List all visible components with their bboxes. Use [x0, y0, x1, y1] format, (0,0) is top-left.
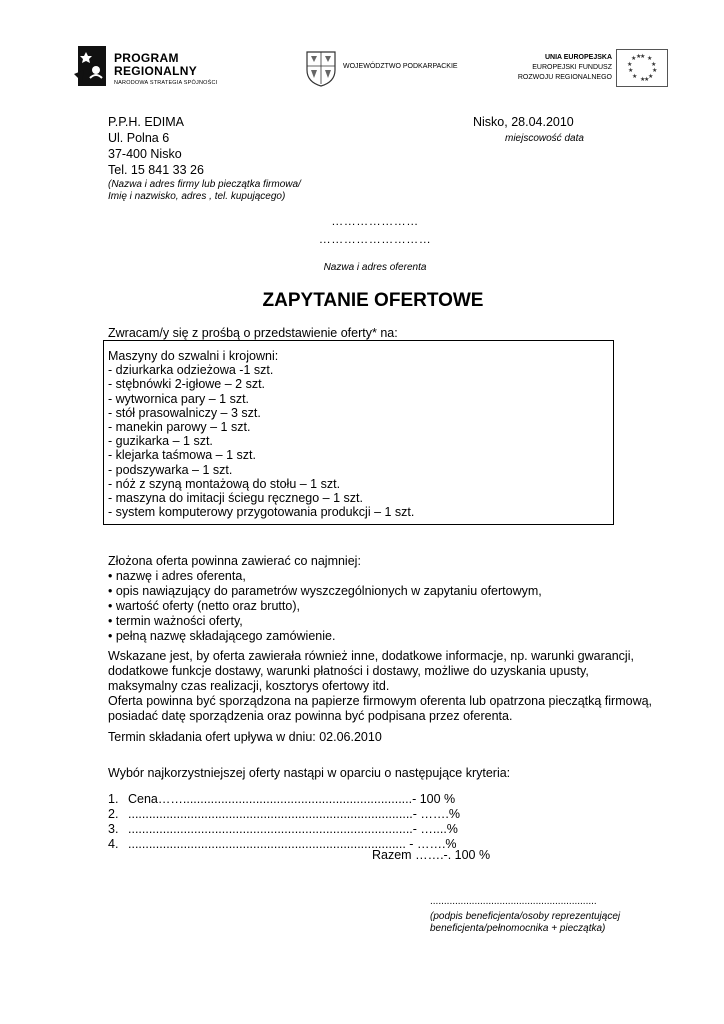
program-logo-icon — [72, 44, 108, 88]
sender-note: Imię i nazwisko, adres , tel. kupującego) — [108, 191, 286, 202]
sender-line: P.P.H. EDIMA — [108, 115, 184, 129]
offerer-caption: Nazwa i adres oferenta — [323, 262, 427, 273]
region-label: WOJEWÓDZTWO PODKARPACKIE — [343, 63, 458, 70]
machine-item: - klejarka taśmowa – 1 szt. — [108, 448, 256, 463]
deadline-text: Termin składania ofert upływa w dniu: 02.06.2010 — [108, 730, 382, 744]
offerer-block — [300, 212, 450, 274]
requirements-section — [108, 554, 542, 643]
region-logo — [305, 48, 475, 88]
recommended-section — [108, 649, 652, 723]
requirements-heading: Złożona oferta powinna zawierać co najmniej: — [108, 554, 361, 568]
program-logo-subtitle: NARODOWA STRATEGIA SPÓJNOŚCI — [114, 80, 218, 86]
criteria-text: ..................................................................................- …....% — [128, 822, 458, 836]
date-block — [473, 115, 584, 145]
machine-item: - wytwornica pary – 1 szt. — [108, 391, 250, 406]
eu-flag-icon — [616, 49, 668, 87]
sender-block — [108, 115, 301, 203]
svg-text:★: ★ — [636, 53, 642, 60]
sender-line: Ul. Polna 6 — [108, 131, 170, 145]
criteria-number: 4. — [108, 837, 119, 851]
sender-note: (Nazwa i adres firmy lub pieczątka firmowa/ — [108, 179, 301, 190]
date-value: Nisko, 28.04.2010 — [473, 115, 574, 129]
signature-caption: (podpis beneficjenta/osoby reprezentującej — [430, 911, 621, 922]
criteria-text: ................................................................................ - …….% — [128, 837, 457, 851]
sender-line: Tel. 15 841 33 26 — [108, 163, 204, 177]
sender-line: 37-400 Nisko — [108, 147, 182, 161]
svg-text:★: ★ — [631, 55, 637, 62]
recommended-line: posiadać datę sporządzenia oraz powinna być podpisana przez oferenta. — [108, 709, 513, 723]
machine-item: - stębnówki 2-igłowe – 2 szt. — [108, 377, 266, 392]
svg-text:★: ★ — [648, 73, 654, 80]
program-logo-text: PROGRAM REGIONALNY — [114, 51, 198, 78]
svg-text:★: ★ — [652, 67, 658, 74]
recommended-line: Oferta powinna być sporządzona na papierze firmowym oferenta lub opatrzona pieczątką firmową, — [108, 694, 653, 708]
svg-text:★: ★ — [628, 67, 634, 74]
svg-text:★: ★ — [651, 61, 657, 68]
signature-caption: beneficjenta/pełnomocnika + pieczątka) — [430, 923, 606, 934]
offerer-dots: ………………… — [331, 214, 419, 228]
criteria-row — [108, 792, 460, 806]
criteria-intro: Wybór najkorzystniejszej oferty nastąpi w oparciu o następujące kryteria: — [108, 766, 511, 780]
machine-item: - maszyna do imitacji ściegu ręcznego – 1 szt. — [108, 490, 363, 505]
criteria-number: 2. — [108, 807, 119, 821]
recommended-line: Wskazane jest, by oferta zawierała również inne, dodatkowe informacje, np. warunki gwarancji, — [108, 649, 634, 663]
machine-item: - guzikarka – 1 szt. — [108, 434, 213, 449]
machine-item: - nóż z szyną montażową do stołu – 1 szt. — [108, 476, 341, 491]
requirement-item: • wartość oferty (netto oraz brutto), — [108, 599, 300, 613]
signature-block — [430, 895, 620, 935]
svg-text:★: ★ — [644, 76, 650, 83]
signature-dots: ............................................................ — [430, 896, 597, 907]
criteria-row — [108, 807, 460, 821]
requirement-item: • termin ważności oferty, — [108, 614, 243, 628]
criteria-list — [108, 792, 460, 851]
region-crest-icon — [305, 48, 337, 88]
svg-text:★: ★ — [640, 53, 646, 60]
machine-item: - manekin parowy – 1 szt. — [108, 419, 251, 434]
recommended-line: dodatkowe funkcje dostawy, warunki płatności i dostawy, możliwe do uzyskania upusty, — [108, 664, 589, 678]
intro-text: Zwracam/y się z prośbą o przedstawienie oferty* na: — [108, 326, 398, 340]
svg-text:★: ★ — [647, 55, 653, 62]
eu-logo — [508, 49, 668, 89]
machine-item: - dziurkarka odzieżowa -1 szt. — [108, 363, 274, 378]
machine-item: - podszywarka – 1 szt. — [108, 462, 233, 477]
criteria-row — [108, 822, 460, 836]
criteria-text: ..................................................................................- …….% — [128, 807, 461, 821]
machines-box — [103, 340, 614, 525]
document-title: ZAPYTANIE OFERTOWE — [262, 290, 484, 311]
criteria-text: Cena……..................................................................- 100 % — [128, 792, 456, 806]
criteria-number: 1. — [108, 792, 119, 806]
eu-text: UNIA EUROPEJSKA EUROPEJSKI FUNDUSZ ROZWOJU REGIONALNEGO — [517, 54, 612, 81]
machine-item: - system komputerowy przygotowania produkcji – 1 szt. — [108, 505, 415, 520]
offerer-dots: ……………………… — [318, 232, 432, 246]
recommended-line: maksymalny czas realizacji, kosztorys ofertowy itd. — [108, 679, 390, 693]
svg-text:★: ★ — [627, 61, 633, 68]
machine-item: - stół prasowalniczy – 3 szt. — [108, 405, 261, 420]
program-regionalny-logo — [72, 44, 222, 90]
requirement-item: • opis nawiązujący do parametrów wyszczególnionych w zapytaniu ofertowym, — [108, 584, 542, 598]
criteria-number: 3. — [108, 822, 119, 836]
requirement-item: • pełną nazwę składającego zamówienie. — [108, 629, 336, 643]
svg-text:★: ★ — [640, 76, 646, 83]
requirement-item: • nazwę i adres oferenta, — [108, 569, 246, 583]
criteria-total: Razem …….-. 100 % — [372, 848, 491, 862]
svg-text:★: ★ — [632, 73, 638, 80]
date-caption: miejscowość data — [505, 133, 584, 144]
machines-heading: Maszyny do szwalni i krojowni: — [108, 349, 279, 363]
